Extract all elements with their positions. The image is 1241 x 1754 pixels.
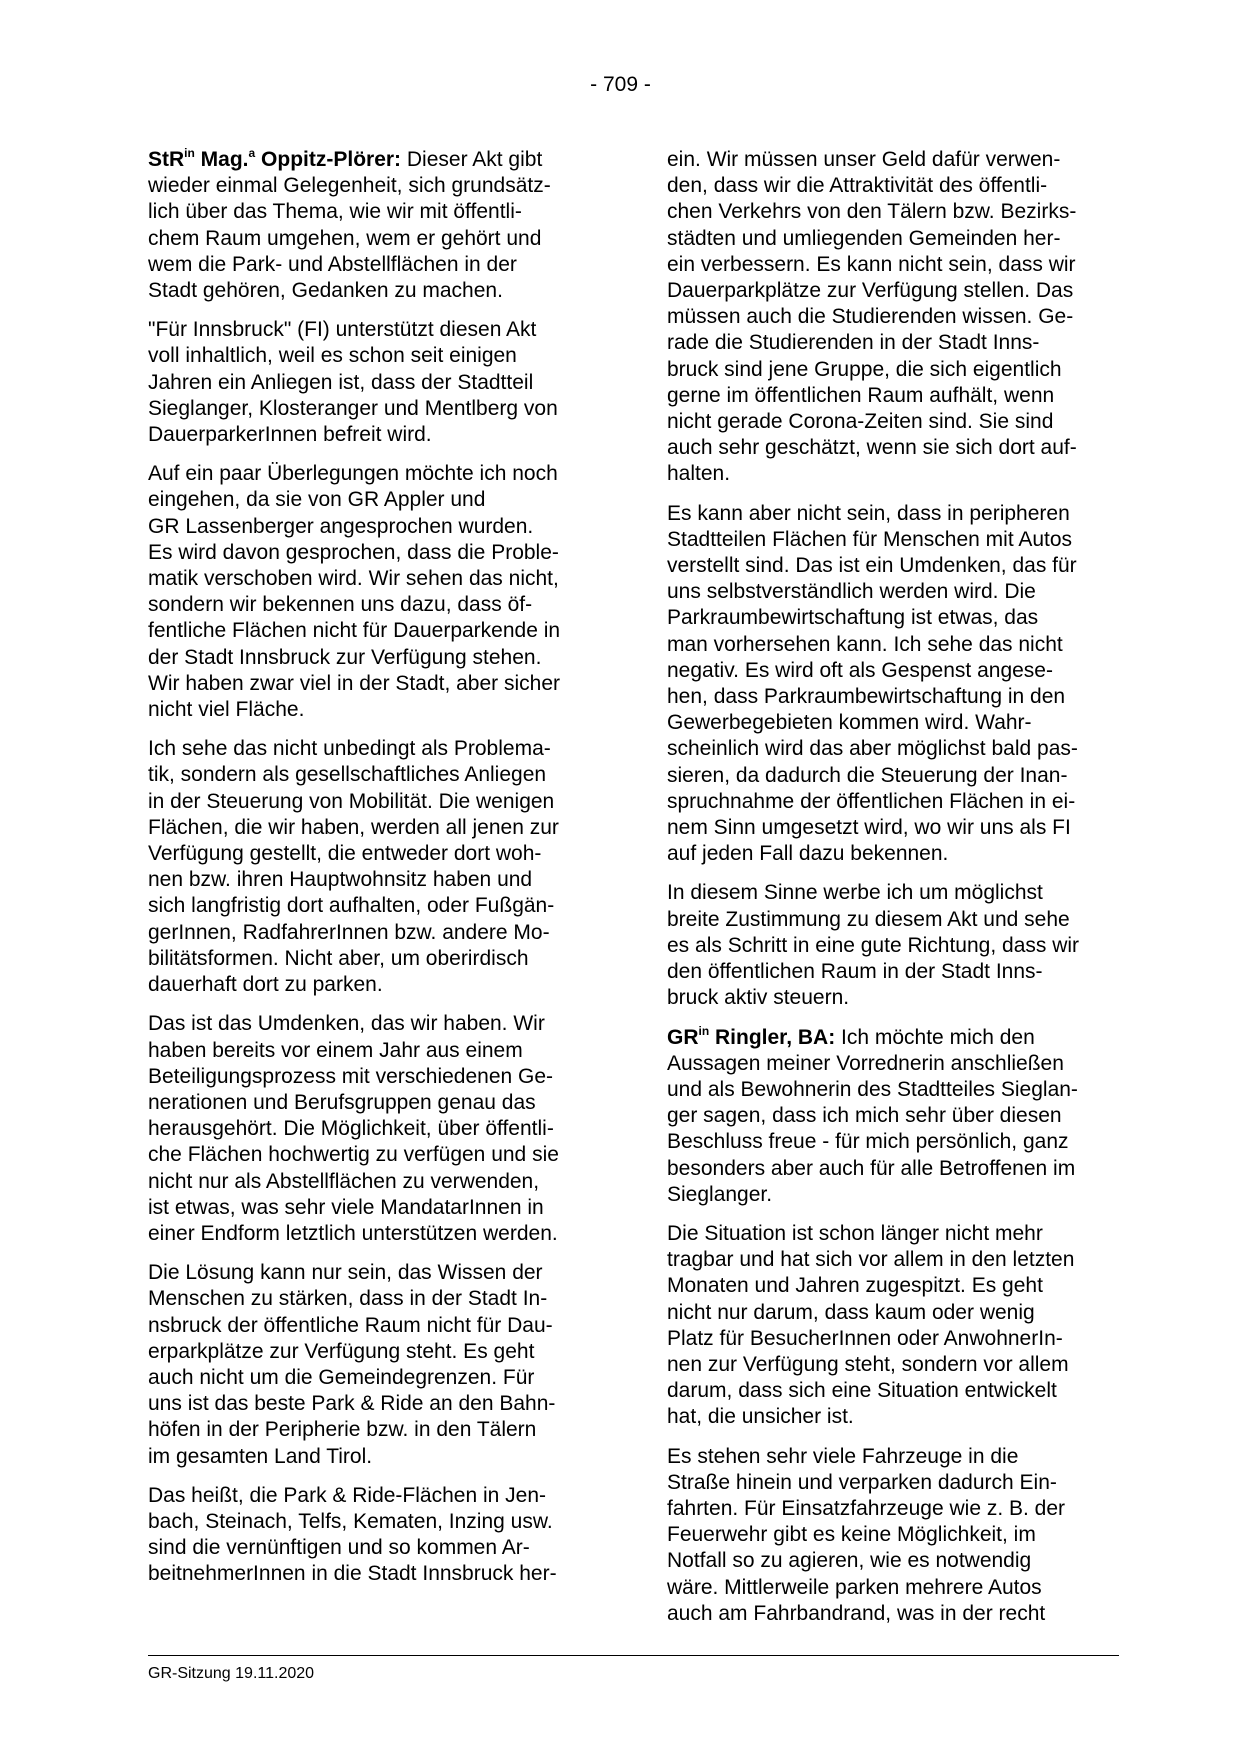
text-line: Das ist das Umdenken, das wir haben. Wir (148, 1012, 545, 1036)
text-line: Platz für BesucherInnen oder AnwohnerIn- (667, 1326, 1063, 1350)
text-line: breite Zustimmung zu diesem Akt und sehe (667, 907, 1070, 931)
text-line: nerationen und Berufsgruppen genau das (148, 1090, 536, 1114)
paragraph (148, 736, 600, 998)
text-line: ger sagen, dass ich mich sehr über diesen (667, 1104, 1062, 1128)
text-line: Es stehen sehr viele Fahrzeuge in die (667, 1444, 1019, 1468)
text-line: sieren, da dadurch die Steuerung der Inan- (667, 763, 1068, 787)
text-line: auch nicht um die Gemeindegrenzen. Für (148, 1365, 535, 1389)
text-line: voll inhaltlich, weil es schon seit einigen (148, 344, 517, 368)
text-line: nicht nur darum, dass kaum oder wenig (667, 1300, 1035, 1324)
text-line: darum, dass sich eine Situation entwickelt (667, 1379, 1057, 1403)
text-line: wem die Park- und Abstellflächen in der (148, 252, 517, 276)
text-line: besonders aber auch für alle Betroffenen im (667, 1156, 1076, 1180)
text-line: Es kann aber nicht sein, dass in peripheren (667, 501, 1070, 525)
text-line: nen zur Verfügung steht, sondern vor allem (667, 1352, 1069, 1376)
page-number: - 709 - (590, 73, 651, 96)
text-line: nsbruck der öffentliche Raum nicht für Dau- (148, 1313, 553, 1337)
text-line: Sieglanger, Klosteranger und Mentlberg von (148, 396, 558, 420)
text-line: nicht nur als Abstellflächen zu verwenden, (148, 1169, 540, 1193)
text-line: nem Sinn umgesetzt wird, wo wir uns als FI (667, 816, 1071, 840)
speaker-name (148, 148, 401, 171)
text-line: Straße hinein und verparken dadurch Ein- (667, 1470, 1057, 1494)
text-line: ein. Wir müssen unser Geld dafür verwen- (667, 148, 1061, 171)
text-line: nicht gerade Corona-Zeiten sind. Sie sind (667, 410, 1054, 434)
text-line: Parkraumbewirtschaftung ist etwas, das (667, 606, 1039, 630)
text-line: beitnehmerInnen in die Stadt Innsbruck her- (148, 1562, 557, 1586)
text-line: städten und umliegenden Gemeinden her- (667, 226, 1061, 250)
speaker-surname: Oppitz-Plörer: (255, 148, 402, 171)
text-line: den, dass wir die Attraktivität des öffentli- (667, 174, 1048, 198)
text-line: dauerhaft dort zu parken. (148, 973, 383, 997)
speech-text: Dieser Akt gibt (401, 148, 543, 171)
text-line: der Stadt Innsbruck zur Verfügung stehen. (148, 645, 542, 669)
speaker-role: StR (148, 148, 185, 171)
text-line: uns ist das beste Park & Ride an den Bahn- (148, 1392, 556, 1416)
paragraph (667, 1221, 1119, 1431)
text-line: Sieglanger. (667, 1182, 773, 1206)
text-line: tragbar und hat sich vor allem in den letzten (667, 1248, 1075, 1272)
left-column (148, 147, 600, 1601)
text-line: Ich sehe das nicht unbedingt als Problema- (148, 737, 551, 761)
speaker-name (667, 1023, 836, 1049)
text-line: es als Schritt in eine gute Richtung, dass wir (667, 933, 1080, 957)
footer-session-date: GR-Sitzung 19.11.2020 (148, 1665, 315, 1682)
text-line: Die Lösung kann nur sein, das Wissen der (148, 1261, 543, 1285)
text-line: tik, sondern als gesellschaftliches Anliegen (148, 763, 547, 787)
text-line: Es wird davon gesprochen, dass die Proble- (148, 540, 559, 564)
paragraph (667, 501, 1119, 868)
text-line: Gewerbegebieten kommen wird. Wahr- (667, 711, 1032, 735)
text-line: auch sehr geschätzt, wenn sie sich dort auf- (667, 436, 1077, 460)
text-line: In diesem Sinne werbe ich um möglichst (667, 881, 1043, 905)
paragraph (667, 880, 1119, 1011)
text-line: Stadtteilen Flächen für Menschen mit Autos (667, 527, 1073, 551)
paragraph (667, 147, 1119, 488)
text-line: hat, die unsicher ist. (667, 1405, 854, 1429)
speaker-role-suffix: in (184, 146, 195, 160)
text-line: ist etwas, was sehr viele MandatarInnen in (148, 1195, 544, 1219)
text-line: Feuerwehr gibt es keine Möglichkeit, im (667, 1523, 1036, 1547)
text-line: den öffentlichen Raum in der Stadt Inns- (667, 960, 1043, 984)
text-line: bruck aktiv steuern. (667, 986, 850, 1010)
text-line: Flächen, die wir haben, werden all jenen zur (148, 815, 559, 839)
text-line: gerInnen, RadfahrerInnen bzw. andere Mo- (148, 920, 550, 944)
paragraph (148, 1260, 600, 1470)
text-line: Beschluss freue - für mich persönlich, ganz (667, 1130, 1069, 1154)
text-line: rade die Studierenden in der Stadt Inns- (667, 331, 1040, 355)
text-line: Monaten und Jahren zugespitzt. Es geht (667, 1274, 1043, 1298)
text-line: Auf ein paar Überlegungen möchte ich noch (148, 462, 558, 486)
text-line: gerne im öffentlichen Raum aufhält, wenn (667, 383, 1055, 407)
text-line: halten. (667, 462, 731, 486)
paragraph (148, 1011, 600, 1247)
text-line: hen, dass Parkraumbewirtschaftung in den (667, 685, 1066, 709)
text-line: wäre. Mittlerweile parken mehrere Autos (667, 1575, 1042, 1599)
text-line: sondern wir bekennen uns dazu, dass öf- (148, 593, 533, 617)
text-line: eingehen, da sie von GR Appler und (148, 488, 486, 512)
text-line: bruck sind jene Gruppe, die sich eigentlich (667, 357, 1062, 381)
text-line: müssen auch die Studierenden wissen. Ge- (667, 305, 1074, 329)
text-line: bilitätsformen. Nicht aber, um oberirdisch (148, 946, 529, 970)
text-line (667, 1025, 1119, 1051)
text-line: negativ. Es wird oft als Gespenst angese- (667, 658, 1053, 682)
paragraph (148, 147, 600, 304)
text-line: Dauerparkplätze zur Verfügung stellen. Das (667, 279, 1074, 303)
text-line: auf jeden Fall dazu bekennen. (667, 842, 949, 866)
text-line: uns selbstverständlich werden wird. Die (667, 580, 1036, 604)
text-line: chen Verkehrs von den Tälern bzw. Bezirks- (667, 200, 1077, 224)
text-line: Jahren ein Anliegen ist, dass der Stadtteil (148, 370, 534, 394)
paragraph (148, 461, 600, 723)
text-line: che Flächen hochwertig zu verfügen und sie (148, 1143, 559, 1167)
text-line: scheinlich wird das aber möglichst bald pas- (667, 737, 1078, 761)
text-line: haben bereits vor einem Jahr aus einem (148, 1038, 523, 1062)
text-line: GR Lassenberger angesprochen wurden. (148, 514, 534, 538)
speaker-title: Mag. (194, 148, 249, 171)
text-line: wieder einmal Gelegenheit, sich grundsätz- (148, 174, 551, 198)
text-line: herausgehört. Die Möglichkeit, über öffentli- (148, 1117, 554, 1141)
paragraph (667, 1025, 1119, 1208)
text-line: Stadt gehören, Gedanken zu machen. (148, 279, 503, 303)
speech-text: Ich möchte mich den (835, 1025, 1035, 1049)
speaker-surname: Ringler, BA: (709, 1025, 836, 1049)
paragraph (148, 317, 600, 448)
text-line: Beteiligungsprozess mit verschiedenen Ge- (148, 1064, 554, 1088)
text-line: nicht viel Fläche. (148, 698, 305, 722)
text-line: Aussagen meiner Vorrednerin anschließen (667, 1051, 1064, 1075)
text-line: Das heißt, die Park & Ride-Flächen in Jen- (148, 1483, 547, 1507)
text-line: höfen in der Peripherie bzw. in den Tälern (148, 1418, 537, 1442)
text-line: und als Bewohnerin des Stadtteiles Sieglan- (667, 1077, 1078, 1101)
text-line: verstellt sind. Das ist ein Umdenken, das für (667, 554, 1077, 578)
text-line: Notfall so zu agieren, wie es notwendig (667, 1549, 1032, 1573)
text-line: Verfügung gestellt, die entweder dort woh- (148, 842, 542, 866)
text-line: DauerparkerInnen befreit wird. (148, 423, 432, 447)
footer-divider (148, 1655, 1119, 1656)
speaker-title-suffix: a (248, 146, 256, 160)
text-line: man vorhersehen kann. Ich sehe das nicht (667, 632, 1063, 656)
text-line: chem Raum umgehen, wem er gehört und (148, 226, 542, 250)
text-line: sich langfristig dort aufhalten, oder Fußgän- (148, 894, 555, 918)
text-line: bach, Steinach, Telfs, Kematen, Inzing usw. (148, 1509, 553, 1533)
text-line: sind die vernünftigen und so kommen Ar- (148, 1536, 530, 1560)
text-line: auch am Fahrbandrand, was in der recht (667, 1601, 1046, 1625)
text-line: fentliche Flächen nicht für Dauerparkende in (148, 619, 561, 643)
text-line (148, 147, 600, 173)
text-line: "Für Innsbruck" (FI) unterstützt diesen Akt (148, 318, 537, 342)
text-line: erparkplätze zur Verfügung steht. Es geht (148, 1339, 535, 1363)
text-line: fahrten. Für Einsatzfahrzeuge wie z. B. der (667, 1496, 1066, 1520)
text-line: Die Situation ist schon länger nicht mehr (667, 1221, 1043, 1245)
text-line: Wir haben zwar viel in der Stadt, aber sicher (148, 671, 561, 695)
text-line: spruchnahme der öffentlichen Flächen in ei- (667, 789, 1076, 813)
right-column (667, 147, 1119, 1640)
text-line: in der Steuerung von Mobilität. Die wenigen (148, 789, 555, 813)
text-line: Menschen zu stärken, dass in der Stadt In- (148, 1287, 548, 1311)
text-line: im gesamten Land Tirol. (148, 1444, 373, 1468)
paragraph (148, 1483, 600, 1588)
text-line: matik verschoben wird. Wir sehen das nicht, (148, 567, 559, 591)
speaker-role-suffix: in (698, 1023, 710, 1038)
paragraph (667, 1444, 1119, 1627)
text-line: einer Endform letztlich unterstützen werden. (148, 1221, 558, 1245)
text-line: nen bzw. ihren Hauptwohnsitz haben und (148, 868, 533, 892)
speaker-role: GR (667, 1025, 699, 1049)
text-line: lich über das Thema, wie wir mit öffentli- (148, 200, 522, 224)
text-line: ein verbessern. Es kann nicht sein, dass wir (667, 252, 1076, 276)
